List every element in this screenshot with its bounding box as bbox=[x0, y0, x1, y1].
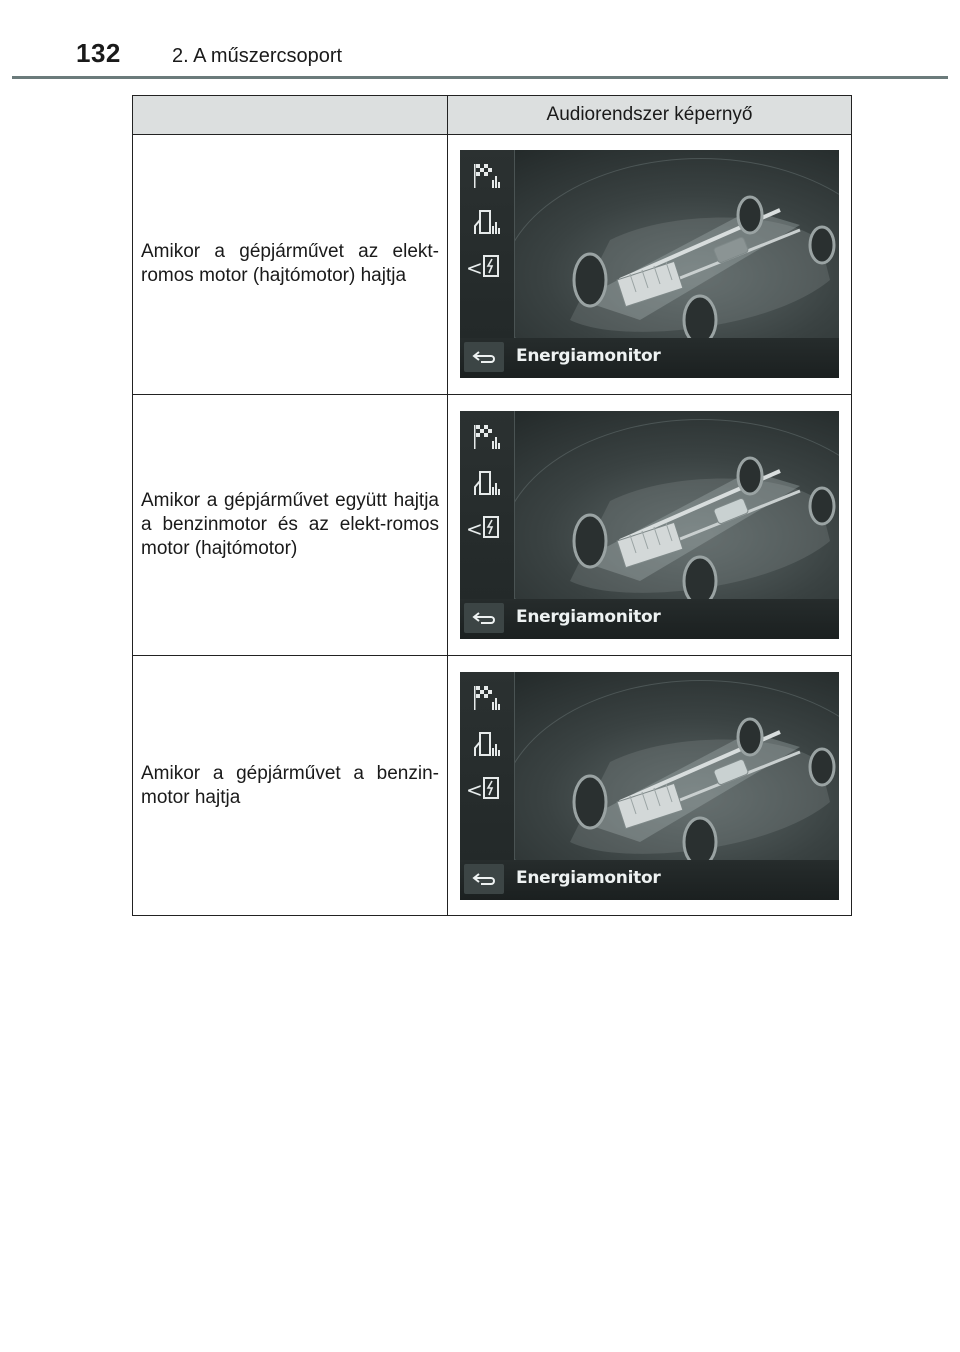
table-row bbox=[133, 395, 851, 656]
row-description-cell bbox=[133, 134, 448, 394]
fuel-pump-icon bbox=[472, 728, 502, 762]
table-row bbox=[133, 134, 851, 395]
row-description: Amikor a gépjárművet együtt hajtja a benzinmotor és az elekt-romos motor (hajtómotor) bbox=[141, 490, 439, 559]
energy-monitor-screen bbox=[460, 150, 839, 378]
screen-image-cell bbox=[448, 656, 851, 915]
row-description-cell bbox=[133, 395, 448, 655]
table-header-empty-cell bbox=[133, 96, 448, 134]
back-arrow-icon bbox=[471, 349, 497, 365]
screen-title: Energiamonitor bbox=[516, 346, 661, 366]
vehicle-chassis-illustration bbox=[550, 431, 839, 601]
screen-image-cell bbox=[448, 134, 851, 394]
page-header bbox=[0, 0, 960, 80]
chevron-left-icon: < bbox=[466, 517, 483, 541]
back-button[interactable] bbox=[464, 342, 504, 372]
back-arrow-icon bbox=[471, 871, 497, 887]
fuel-pump-icon bbox=[472, 467, 502, 501]
checkered-flag-icon bbox=[472, 682, 502, 716]
screen-title: Energiamonitor bbox=[516, 607, 661, 627]
screen-image-cell bbox=[448, 395, 851, 655]
checkered-flag-icon bbox=[472, 160, 502, 194]
table-header bbox=[133, 96, 851, 135]
back-button[interactable] bbox=[464, 603, 504, 633]
info-table bbox=[132, 95, 852, 916]
chevron-left-icon: < bbox=[466, 778, 483, 802]
vehicle-chassis-illustration bbox=[550, 170, 839, 340]
section-title: 2. A műszercsoport bbox=[172, 45, 343, 67]
energy-monitor-screen bbox=[460, 411, 839, 639]
header-rule bbox=[12, 76, 948, 79]
table-header-screen-column: Audiorendszer képernyő bbox=[546, 104, 753, 125]
screen-title: Energiamonitor bbox=[516, 868, 661, 888]
battery-icon bbox=[478, 772, 508, 806]
fuel-pump-icon bbox=[472, 206, 502, 240]
row-description: Amikor a gépjárművet a benzin-motor hajtja bbox=[141, 762, 439, 808]
energy-monitor-screen bbox=[460, 672, 839, 900]
back-button[interactable] bbox=[464, 864, 504, 894]
checkered-flag-icon bbox=[472, 421, 502, 455]
page-number: 132 bbox=[76, 38, 121, 68]
chevron-left-icon: < bbox=[466, 256, 483, 280]
table-row bbox=[133, 656, 851, 915]
vehicle-chassis-illustration bbox=[550, 692, 839, 862]
battery-icon bbox=[478, 250, 508, 284]
battery-icon bbox=[478, 511, 508, 545]
row-description: Amikor a gépjárművet az elekt-romos motor (hajtómotor) hajtja bbox=[141, 241, 439, 286]
row-description-cell bbox=[133, 656, 448, 915]
back-arrow-icon bbox=[471, 610, 497, 626]
